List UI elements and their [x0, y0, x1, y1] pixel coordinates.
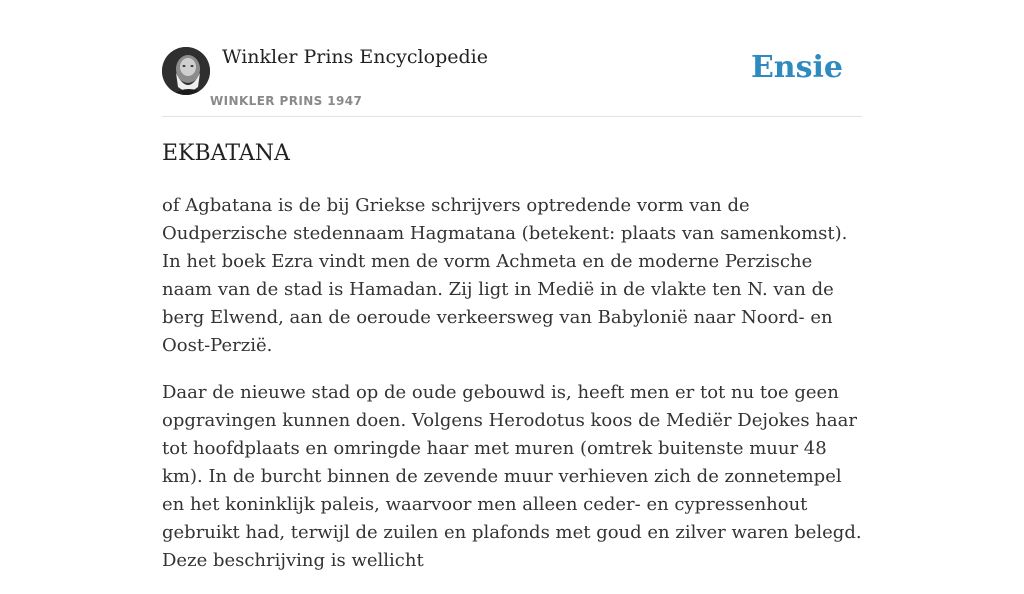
- page: [162, 0, 862, 571]
- edition-label[interactable]: WINKLER PRINS 1947: [210, 94, 363, 108]
- author-avatar[interactable]: [162, 47, 210, 95]
- article-paragraph: of Agbatana is de bij Griekse schrijvers optredende vorm van de Oudperzische stedennaam Hagmatana (betekent: plaats van samenkomst). In het boek Ezra vindt men de vorm Achmeta en de moderne Perzische naam van de stad is Hamadan. Zij ligt in Medië in de vlakte ten N. van de berg Elwend, aan de oeroude verkeersweg van Babylonië naar Noord- en Oost-Perzië.: [162, 195, 848, 356]
- header: [162, 0, 862, 117]
- article-body: [162, 192, 862, 594]
- brand-logo[interactable]: Ensie: [750, 50, 843, 85]
- site-name[interactable]: Winkler Prins Encyclopedie: [222, 46, 488, 68]
- portrait-icon: [162, 47, 210, 95]
- article-paragraph: Daar de nieuwe stad op de oude gebouwd is, heeft men er tot nu toe geen opgravingen kunnen doen. Volgens Herodotus koos de Mediër Dejokes haar tot hoofdplaats en omringde haar met muren (omtrek buitenste muur 48 km). In de burcht binnen de zevende muur verhieven zich de zonnetempel en het koninklijk paleis, waarvoor men alleen ceder- en cypressenhout gebruikt had, terwijl de zuilen en plafonds met goud en zilver waren belegd. Deze beschrijving is wellicht: [162, 382, 862, 571]
- article-title: EKBATANA: [162, 141, 290, 166]
